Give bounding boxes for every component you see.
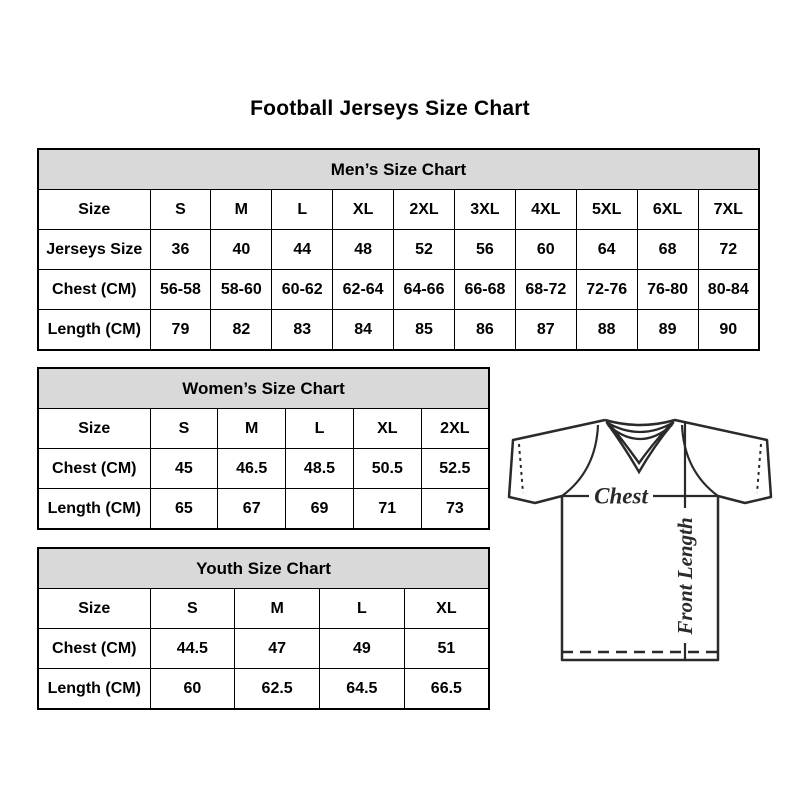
womens-cell: XL (353, 409, 421, 449)
mens-cell: 7XL (698, 190, 759, 230)
mens-cell: 36 (150, 230, 211, 270)
womens-cell: 50.5 (353, 449, 421, 489)
womens-cell: 52.5 (421, 449, 489, 489)
mens-cell: 60 (515, 230, 576, 270)
mens-cell: 76-80 (637, 270, 698, 310)
mens-cell: 89 (637, 310, 698, 351)
youth-size-chart-table (37, 547, 490, 710)
mens-cell: 72 (698, 230, 759, 270)
womens-table-row (38, 409, 489, 449)
mens-cell: 72-76 (576, 270, 637, 310)
mens-cell: 56 (454, 230, 515, 270)
womens-cell: 46.5 (218, 449, 286, 489)
mens-cell: 88 (576, 310, 637, 351)
mens-cell: 4XL (515, 190, 576, 230)
mens-cell: 90 (698, 310, 759, 351)
mens-cell: 48 (333, 230, 394, 270)
mens-cell: 79 (150, 310, 211, 351)
youth-cell: 51 (404, 629, 489, 669)
mens-cell: 64-66 (394, 270, 455, 310)
mens-table-row (38, 230, 759, 270)
mens-cell: S (150, 190, 211, 230)
womens-cell: 67 (218, 489, 286, 530)
mens-row-header: Chest (CM) (38, 270, 150, 310)
mens-cell: 40 (211, 230, 272, 270)
youth-cell: XL (404, 589, 489, 629)
jersey-diagram-svg (505, 406, 775, 670)
mens-cell: L (272, 190, 333, 230)
mens-table-row (38, 310, 759, 351)
page-title: Football Jerseys Size Chart (250, 97, 530, 120)
youth-cell: S (150, 589, 235, 629)
mens-cell: 44 (272, 230, 333, 270)
womens-cell: L (286, 409, 354, 449)
youth-cell: 66.5 (404, 669, 489, 710)
mens-cell: 82 (211, 310, 272, 351)
youth-cell: 62.5 (235, 669, 320, 710)
mens-cell: 56-58 (150, 270, 211, 310)
youth-row-header: Length (CM) (38, 669, 150, 710)
mens-cell: 5XL (576, 190, 637, 230)
mens-cell: 66-68 (454, 270, 515, 310)
mens-cell: 85 (394, 310, 455, 351)
mens-cell: 84 (333, 310, 394, 351)
mens-cell: 6XL (637, 190, 698, 230)
mens-cell: 60-62 (272, 270, 333, 310)
womens-row-header: Length (CM) (38, 489, 150, 530)
mens-cell: XL (333, 190, 394, 230)
front-length-label: Front Length (673, 517, 697, 635)
womens-cell: M (218, 409, 286, 449)
mens-cell: M (211, 190, 272, 230)
mens-row-header: Size (38, 190, 150, 230)
v-neck-lines (607, 423, 673, 472)
womens-cell: 73 (421, 489, 489, 530)
youth-row-header: Chest (CM) (38, 629, 150, 669)
mens-cell: 87 (515, 310, 576, 351)
youth-row-header: Size (38, 589, 150, 629)
mens-row-header: Length (CM) (38, 310, 150, 351)
youth-cell: 49 (320, 629, 405, 669)
youth-cell: 47 (235, 629, 320, 669)
youth-table-row (38, 629, 489, 669)
mens-table-row (38, 270, 759, 310)
youth-cell: L (320, 589, 405, 629)
jersey-measurement-diagram (505, 406, 775, 670)
mens-cell: 58-60 (211, 270, 272, 310)
youth-cell: 60 (150, 669, 235, 710)
chest-label: Chest (594, 483, 648, 509)
youth-table-title: Youth Size Chart (38, 548, 489, 589)
mens-cell: 68-72 (515, 270, 576, 310)
mens-cell: 62-64 (333, 270, 394, 310)
womens-table-row (38, 489, 489, 530)
youth-cell: 64.5 (320, 669, 405, 710)
youth-table-row (38, 669, 489, 710)
youth-cell: M (235, 589, 320, 629)
womens-cell: 69 (286, 489, 354, 530)
youth-cell: 44.5 (150, 629, 235, 669)
womens-size-chart-table (37, 367, 490, 530)
jersey-outline-shape (509, 420, 771, 660)
womens-row-header: Size (38, 409, 150, 449)
womens-cell: 71 (353, 489, 421, 530)
womens-table-title: Women’s Size Chart (38, 368, 489, 409)
mens-size-chart-table (37, 148, 760, 351)
youth-table-row (38, 589, 489, 629)
womens-row-header: Chest (CM) (38, 449, 150, 489)
womens-cell: 48.5 (286, 449, 354, 489)
mens-cell: 80-84 (698, 270, 759, 310)
womens-table-row (38, 449, 489, 489)
womens-cell: 45 (150, 449, 218, 489)
mens-cell: 64 (576, 230, 637, 270)
mens-row-header: Jerseys Size (38, 230, 150, 270)
mens-cell: 2XL (394, 190, 455, 230)
mens-cell: 3XL (454, 190, 515, 230)
mens-cell: 68 (637, 230, 698, 270)
mens-table-title: Men’s Size Chart (38, 149, 759, 190)
womens-cell: 2XL (421, 409, 489, 449)
mens-table-row (38, 190, 759, 230)
mens-cell: 83 (272, 310, 333, 351)
mens-cell: 86 (454, 310, 515, 351)
womens-cell: S (150, 409, 218, 449)
womens-cell: 65 (150, 489, 218, 530)
mens-cell: 52 (394, 230, 455, 270)
